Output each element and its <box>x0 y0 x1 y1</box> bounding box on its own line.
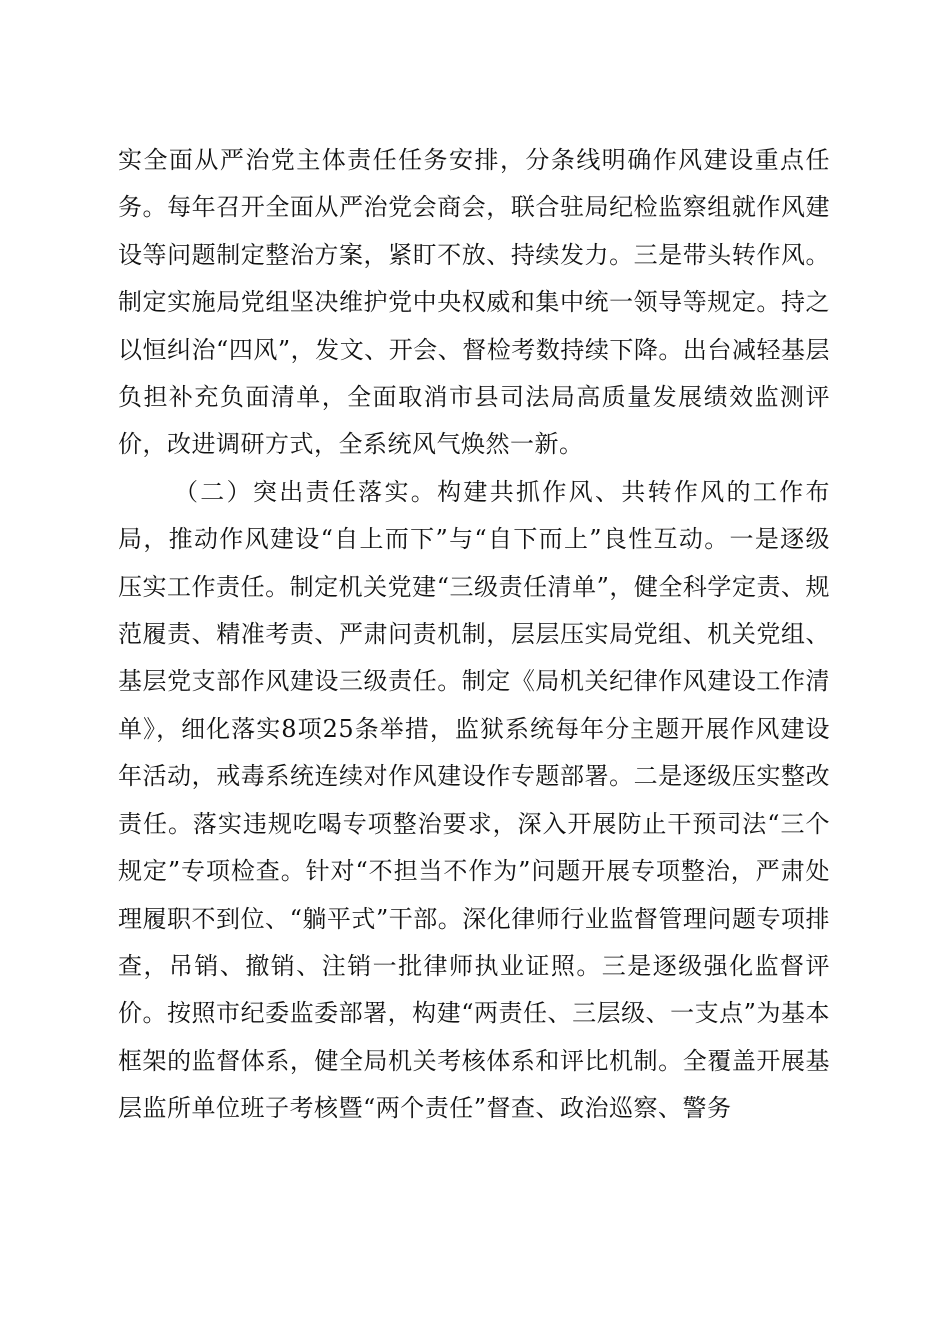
section-body: 构建共抓作风、共转作风的工作布局，推动作风建设“自上而下”与“自下而上”良性互动。一是逐级压实工作责任。制定机关党建“三级责任清单”，健全科学定责、规范履责、精准考责、严肃问责机制，层层压实局党组、机关党组、基层党支部作风建设三级责任。制定《局机关纪律作风建设工作清单》，细化落实8项25条举措，监狱系统每年分主题开展作风建设年活动，戒毒系统连续对作风建设作专题部署。二是逐级压实整改责任。落实违规吃喝专项整治要求，深入开展防止干预司法“三个规定”专项检查。针对“不担当不作为”问题开展专项整治，严肃处理履职不到位、“躺平式”干部。深化律师行业监督管理问题专项排查，吊销、撤销、注销一批律师执业证照。三是逐级强化监督评价。按照市纪委监委部署，构建“两责任、三层级、一支点”为基本框架的监督体系，健全局机关考核体系和评比机制。全覆盖开展基层监所单位班子考核暨“两个责任”督查、政治巡察、警务 <box>118 477 830 1123</box>
body-text <box>118 137 830 1133</box>
paragraph-section-two <box>118 469 830 1133</box>
paragraph-continued: 实全面从严治党主体责任任务安排，分条线明确作风建设重点任务。每年召开全面从严治党会商会，联合驻局纪检监察组就作风建设等问题制定整治方案，紧盯不放、持续发力。三是带头转作风。制定实施局党组坚决维护党中央权威和集中统一领导等规定。持之以恒纠治“四风”，发文、开会、督检考数持续下降。出台减轻基层负担补充负面清单，全面取消市县司法局高质量发展绩效监测评价，改进调研方式，全系统风气焕然一新。 <box>118 146 830 459</box>
section-heading: （二）突出责任落实。 <box>174 477 438 506</box>
